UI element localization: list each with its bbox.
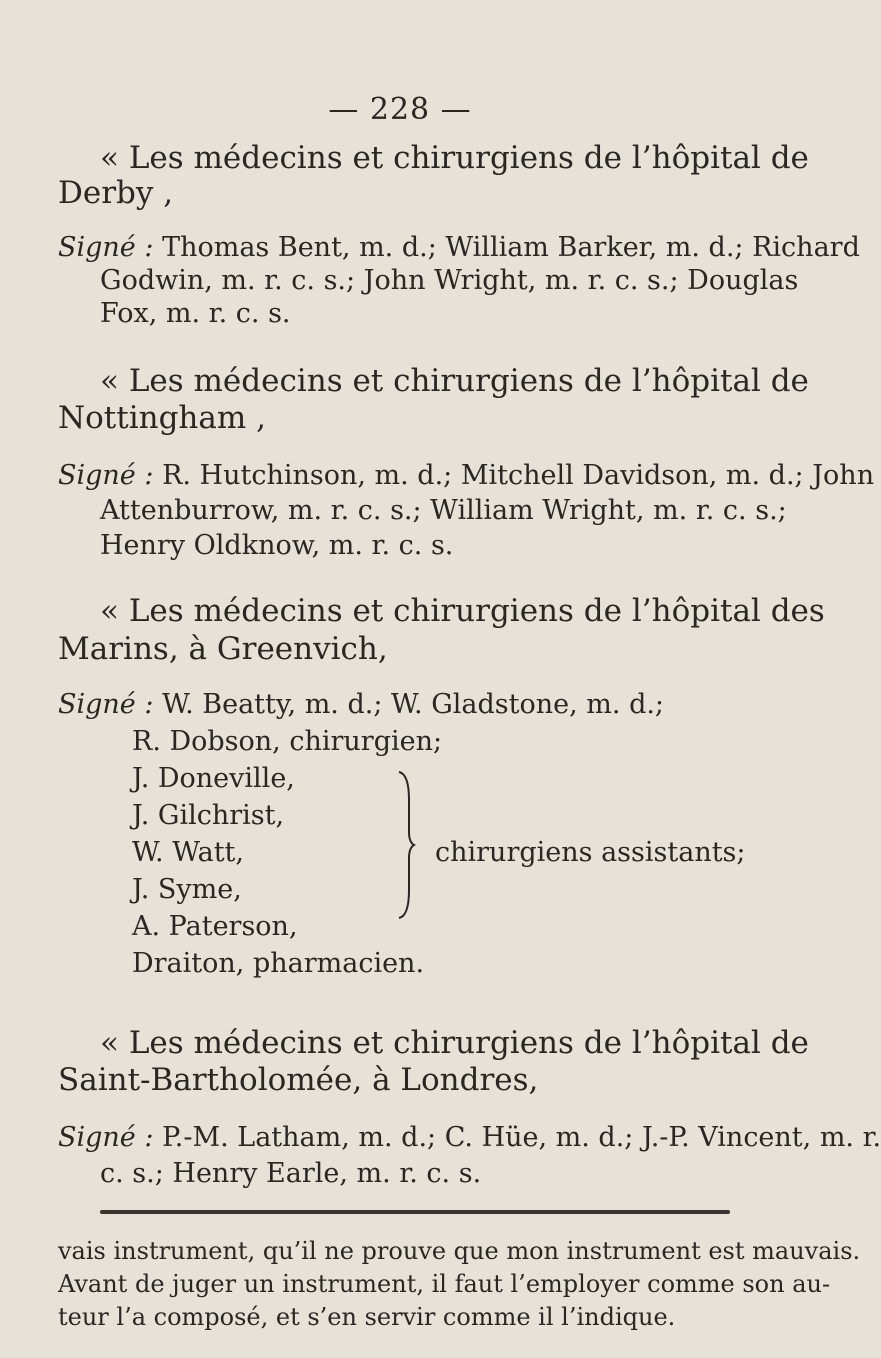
signatory-syme: J. Syme, [132, 874, 242, 905]
signed-block-nottingham-line2: Attenburrow, m. r. c. s.; William Wright, m. r. c. s.; [100, 495, 787, 526]
signatory-dobson: R. Dobson, chirurgien; [132, 726, 443, 757]
footnote-divider [100, 1210, 730, 1214]
section-heading-bartholomee-line2: Saint-Bartholomée, à Londres, [58, 1062, 539, 1098]
signatory-gilchrist: J. Gilchrist, [132, 800, 285, 831]
section-heading-bartholomee-line1: « Les médecins et chirurgiens de l’hôpital de [100, 1025, 809, 1061]
section-heading-derby-line2: Derby , [58, 175, 174, 211]
signed-label: Signé : [58, 1122, 154, 1153]
footnote-line3: teur l’a composé, et s’en servir comme il l’indique. [58, 1303, 676, 1331]
signatory-doneville: J. Doneville, [132, 763, 295, 794]
signed-block-greenvich-line1 [58, 689, 664, 720]
signed-block-derby-line2: Godwin, m. r. c. s.; John Wright, m. r. c. s.; Douglas [100, 265, 799, 296]
bracket-label: chirurgiens assistants; [435, 837, 746, 868]
signatories-text: P.-M. Latham, m. d.; C. Hüe, m. d.; J.-P. Vincent, m. r. [162, 1122, 881, 1153]
page-number: — 228 — [328, 92, 472, 127]
footnote-line1: vais instrument, qu’il ne prouve que mon instrument est mauvais. [58, 1237, 861, 1265]
signed-block-bartholomee-line2: c. s.; Henry Earle, m. r. c. s. [100, 1158, 482, 1189]
signed-label: Signé : [58, 232, 154, 263]
signed-block-bartholomee-line1 [58, 1122, 881, 1153]
footnote-line2: Avant de juger un instrument, il faut l’employer comme son au- [58, 1270, 831, 1298]
signed-label: Signé : [58, 460, 154, 491]
signatory-paterson: A. Paterson, [132, 911, 298, 942]
signed-block-nottingham-line3: Henry Oldknow, m. r. c. s. [100, 530, 454, 561]
section-heading-nottingham-line1: « Les médecins et chirurgiens de l’hôpital de [100, 363, 809, 399]
signatories-text: R. Hutchinson, m. d.; Mitchell Davidson, m. d.; John [162, 460, 875, 491]
signed-label: Signé : [58, 689, 154, 720]
signatory-watt: W. Watt, [132, 837, 244, 868]
signatory-draiton: Draiton, pharmacien. [132, 948, 425, 979]
right-brace-icon [395, 770, 415, 920]
section-heading-greenvich-line1: « Les médecins et chirurgiens de l’hôpital des [100, 593, 825, 629]
section-heading-derby-line1: « Les médecins et chirurgiens de l’hôpital de [100, 140, 809, 176]
signatories-text: W. Beatty, m. d.; W. Gladstone, m. d.; [162, 689, 665, 720]
signed-block-derby-line3: Fox, m. r. c. s. [100, 298, 291, 329]
signatories-text: Thomas Bent, m. d.; William Barker, m. d.; Richard [162, 232, 860, 263]
signed-block-derby-line1 [58, 232, 860, 263]
section-heading-greenvich-line2: Marins, à Greenvich, [58, 631, 388, 667]
section-heading-nottingham-line2: Nottingham , [58, 400, 266, 436]
signed-block-nottingham-line1 [58, 460, 874, 491]
